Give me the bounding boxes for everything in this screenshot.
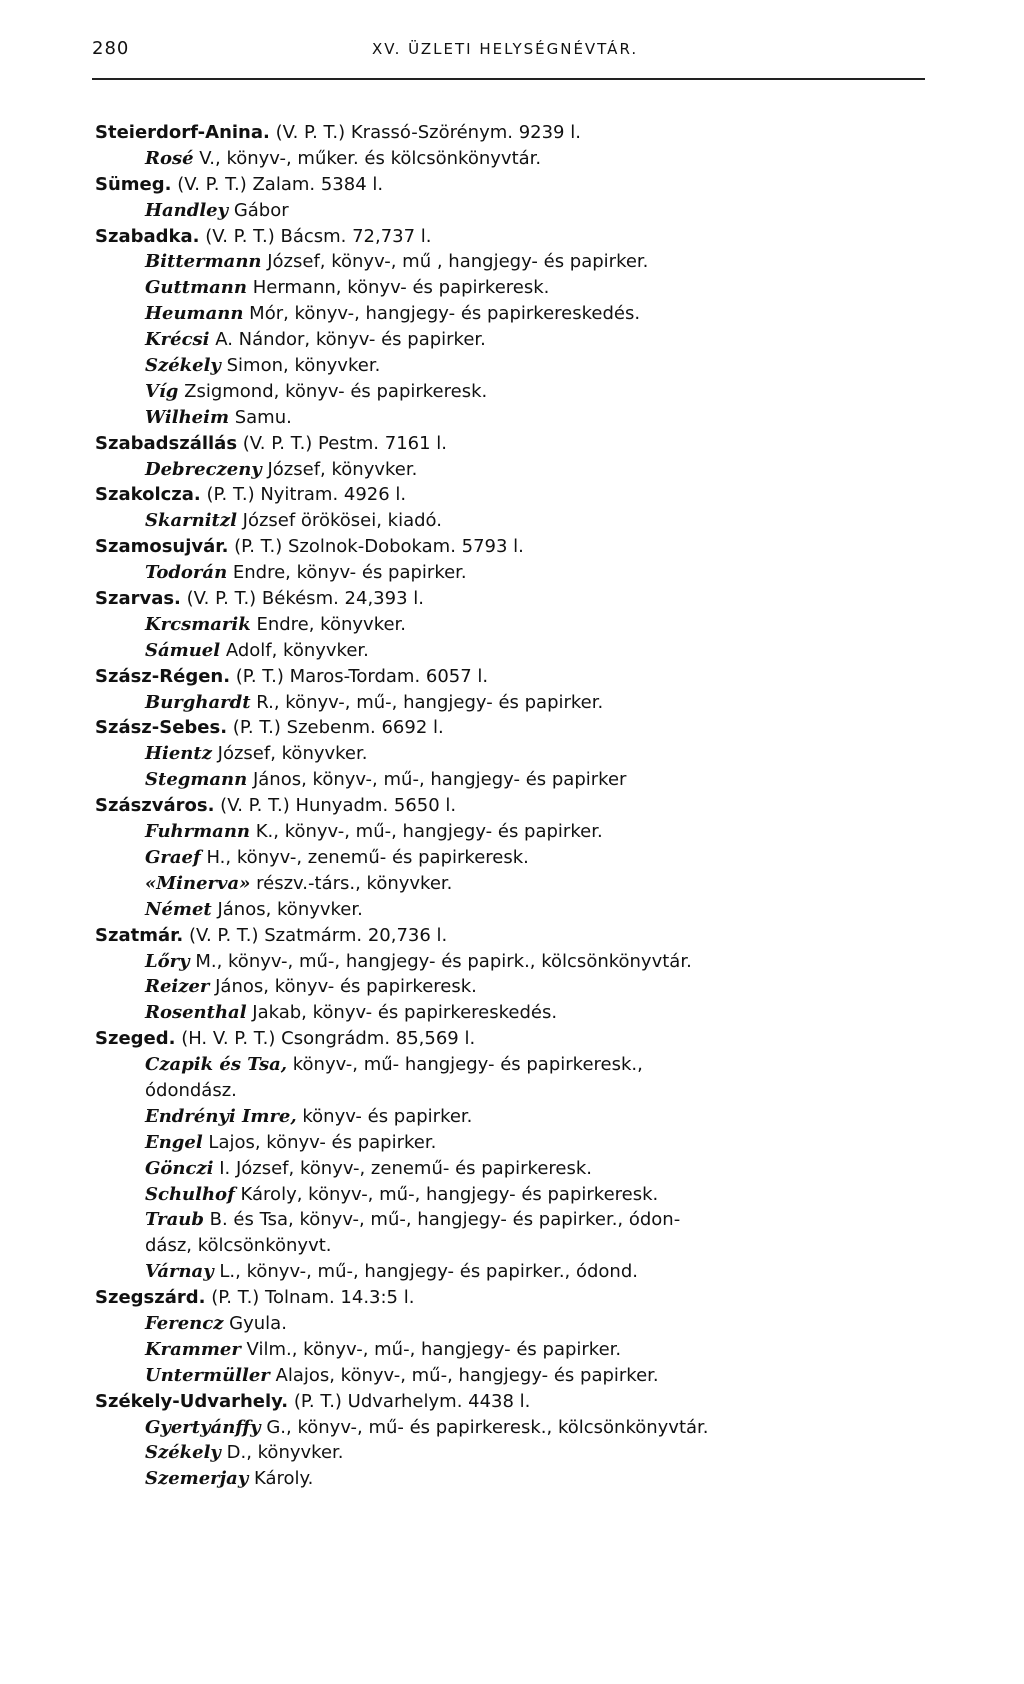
entry-details: (V. P. T.) Krassó-Szörénym. 9239 l. — [269, 122, 581, 143]
business-entry — [95, 1337, 955, 1363]
place-name: Sümeg. — [95, 173, 172, 195]
continuation-line — [95, 1078, 955, 1104]
business-entry — [95, 612, 955, 638]
business-entry — [95, 897, 955, 923]
business-name: Debreczeny — [145, 458, 262, 480]
entry-details: könyv- és papirker. — [296, 1105, 473, 1127]
place-entry — [95, 534, 955, 560]
business-entry — [95, 198, 955, 224]
header-rule — [92, 78, 925, 80]
business-name: Engel — [145, 1131, 203, 1153]
business-entry — [95, 508, 955, 534]
business-entry — [95, 1182, 955, 1208]
business-name: Várnay — [145, 1261, 214, 1283]
entry-details: H., könyv-, zenemű- és papirkeresk. — [200, 846, 529, 868]
business-name: Skarnitzl — [145, 510, 237, 532]
place-entry — [95, 120, 955, 146]
business-name: Endrényi Imre, — [145, 1105, 297, 1127]
business-entry — [95, 1466, 955, 1492]
continuation-line — [95, 1233, 955, 1259]
business-entry — [95, 1440, 955, 1466]
business-entry — [95, 560, 955, 586]
entry-details: Samu. — [229, 406, 292, 428]
business-name: Krcsmarik — [145, 613, 251, 635]
business-name: Székely — [145, 1442, 221, 1464]
business-entry — [95, 741, 955, 767]
entry-details: (V. P. T.) Szatmárm. 20,736 l. — [183, 924, 448, 946]
business-entry — [95, 767, 955, 793]
place-name: Steierdorf-Anina. — [95, 122, 270, 143]
entry-details: Alajos, könyv-, mű-, hangjegy- és papirker. — [269, 1364, 659, 1386]
entry-details: I. József, könyv-, zenemű- és papirkeresk. — [213, 1157, 593, 1179]
business-name: Szemerjay — [145, 1468, 249, 1490]
business-name: Guttmann — [145, 277, 247, 299]
entry-details: L., könyv-, mű-, hangjegy- és papirker., ódond. — [213, 1261, 638, 1283]
business-name: Stegmann — [145, 769, 248, 791]
business-name: Krécsi — [145, 329, 210, 351]
entry-details: Gyula. — [223, 1312, 287, 1334]
entry-details: Károly, könyv-, mű-, hangjegy- és papirkeresk. — [234, 1183, 659, 1205]
place-entry — [95, 664, 955, 690]
entry-details: János, könyv-, mű-, hangjegy- és papirker — [247, 769, 627, 791]
entry-details: részv.-társ., könyvker. — [250, 872, 453, 894]
business-name: Todorán — [145, 562, 228, 584]
directory-entries — [95, 120, 955, 1492]
business-name: Krammer — [145, 1338, 241, 1360]
business-entry — [95, 353, 955, 379]
entry-details: dász, kölcsönkönyvt. — [145, 1235, 332, 1257]
place-name: Szarvas. — [95, 588, 181, 610]
business-entry — [95, 146, 955, 172]
entry-details: ódondász. — [145, 1079, 237, 1101]
entry-details: Simon, könyvker. — [220, 355, 381, 377]
business-entry — [95, 327, 955, 353]
place-name: Székely-Udvarhely. — [95, 1390, 289, 1412]
entry-details: József örökösei, kiadó. — [236, 510, 442, 532]
business-entry — [95, 1104, 955, 1130]
entry-details: (V. P. T.) Békésm. 24,393 l. — [180, 588, 424, 610]
entry-details: József, könyv-, mű , hangjegy- és papirker. — [261, 251, 649, 273]
entry-details: Jakab, könyv- és papirkereskedés. — [246, 1002, 558, 1024]
entry-details: (P. T.) Szolnok-Dobokam. 5793 l. — [228, 536, 524, 558]
entry-details: József, könyvker. — [211, 743, 368, 765]
business-name: Székely — [145, 355, 221, 377]
place-entry — [95, 1389, 955, 1415]
business-entry — [95, 1259, 955, 1285]
business-entry — [95, 949, 955, 975]
business-name: «Minerva» — [145, 872, 251, 894]
business-entry — [95, 275, 955, 301]
business-name: Német — [145, 898, 212, 920]
page-number: 280 — [92, 38, 130, 59]
entry-details: (V. P. T.) Pestm. 7161 l. — [237, 432, 447, 454]
place-name: Szász-Sebes. — [95, 717, 228, 739]
entry-details: M., könyv-, mű-, hangjegy- és papirk., kölcsönkönyvtár. — [189, 950, 692, 972]
entry-details: G., könyv-, mű- és papirkeresk., kölcsönkönyvtár. — [260, 1416, 709, 1438]
entry-details: József, könyvker. — [261, 458, 418, 480]
entry-details: D., könyvker. — [220, 1442, 344, 1464]
entry-details: B. és Tsa, könyv-, mű-, hangjegy- és papirker., ódon- — [203, 1209, 681, 1231]
place-name: Szatmár. — [95, 924, 184, 946]
business-entry — [95, 974, 955, 1000]
business-entry — [95, 819, 955, 845]
business-name: Schulhof — [145, 1183, 235, 1205]
place-name: Szabadszállás — [95, 432, 238, 454]
place-entry — [95, 1026, 955, 1052]
place-entry — [95, 482, 955, 508]
entry-details: Vilm., könyv-, mű-, hangjegy- és papirker. — [240, 1338, 622, 1360]
entry-details: (P. T.) Maros-Tordam. 6057 l. — [230, 665, 489, 687]
business-entry — [95, 845, 955, 871]
place-entry — [95, 715, 955, 741]
entry-details: Zsigmond, könyv- és papirkeresk. — [178, 380, 488, 402]
entry-details: Endre, könyvker. — [250, 613, 407, 635]
entry-details: Gábor — [228, 199, 289, 221]
business-entry — [95, 405, 955, 431]
running-title: XV. ÜZLETI HELYSÉGNÉVTÁR. — [372, 40, 639, 58]
business-name: Gyertyánffy — [145, 1416, 261, 1438]
business-name: Graef — [145, 846, 201, 868]
business-entry — [95, 1311, 955, 1337]
entry-details: Lajos, könyv- és papirker. — [202, 1131, 437, 1153]
business-name: Wilheim — [145, 406, 229, 428]
entry-details: Hermann, könyv- és papirkeresk. — [246, 277, 550, 299]
business-name: Czapik és Tsa, — [145, 1054, 288, 1076]
entry-details: Károly. — [248, 1468, 314, 1490]
business-entry — [95, 871, 955, 897]
entry-details: (P. T.) Udvarhelym. 4438 l. — [288, 1390, 531, 1412]
business-entry — [95, 301, 955, 327]
entry-details: (V. P. T.) Zalam. 5384 l. — [171, 173, 384, 195]
entry-details: K., könyv-, mű-, hangjegy- és papirker. — [250, 821, 603, 843]
place-name: Szászváros. — [95, 795, 215, 817]
business-entry — [95, 1052, 955, 1078]
entry-details: könyv-, mű- hangjegy- és papirkeresk., — [287, 1054, 643, 1076]
business-name: Ferencz — [145, 1312, 224, 1334]
business-name: Hientz — [145, 743, 212, 765]
place-entry — [95, 793, 955, 819]
business-entry — [95, 1415, 955, 1441]
entry-details: Adolf, könyvker. — [220, 639, 369, 661]
entry-details: János, könyvker. — [211, 898, 363, 920]
business-name: Reizer — [145, 976, 210, 998]
place-name: Szegszárd. — [95, 1287, 206, 1309]
business-entry — [95, 1363, 955, 1389]
business-entry — [95, 1207, 955, 1233]
business-name: Fuhrmann — [145, 821, 251, 843]
place-name: Szakolcza. — [95, 484, 201, 506]
entry-details: R., könyv-, mű-, hangjegy- és papirker. — [250, 691, 604, 713]
entry-details: (P. T.) Tolnam. 14.3:5 l. — [205, 1287, 415, 1309]
entry-details: V., könyv-, műker. és kölcsönkönyvtár. — [193, 147, 542, 169]
place-name: Szász-Régen. — [95, 665, 231, 687]
entry-details: (V. P. T.) Hunyadm. 5650 l. — [214, 795, 457, 817]
place-name: Szeged. — [95, 1028, 176, 1050]
place-entry — [95, 431, 955, 457]
business-name: Rosenthal — [145, 1002, 247, 1024]
business-name: Rosé — [145, 147, 194, 169]
business-entry — [95, 638, 955, 664]
business-name: Burghardt — [145, 691, 251, 713]
place-entry — [95, 923, 955, 949]
entry-details: (H. V. P. T.) Csongrádm. 85,569 l. — [175, 1028, 476, 1050]
business-name: Heumann — [145, 303, 244, 325]
entry-details: (P. T.) Szebenm. 6692 l. — [227, 717, 444, 739]
place-entry — [95, 224, 955, 250]
business-entry — [95, 457, 955, 483]
business-name: Lőry — [145, 950, 190, 972]
business-entry — [95, 1156, 955, 1182]
entry-details: A. Nándor, könyv- és papirker. — [209, 329, 486, 351]
business-entry — [95, 1000, 955, 1026]
business-entry — [95, 379, 955, 405]
entry-details: Mór, könyv-, hangjegy- és papirkereskedés. — [243, 303, 641, 325]
entry-details: Endre, könyv- és papirker. — [227, 562, 467, 584]
entry-details: (V. P. T.) Bácsm. 72,737 l. — [199, 225, 432, 247]
business-name: Gönczi — [145, 1157, 214, 1179]
business-name: Traub — [145, 1209, 204, 1231]
business-name: Untermüller — [145, 1364, 270, 1386]
place-entry — [95, 586, 955, 612]
entry-details: (P. T.) Nyitram. 4926 l. — [200, 484, 407, 506]
place-entry — [95, 1285, 955, 1311]
page-header — [92, 38, 932, 68]
business-name: Víg — [145, 380, 179, 402]
place-entry — [95, 172, 955, 198]
place-name: Szabadka. — [95, 225, 200, 247]
business-name: Handley — [145, 199, 229, 221]
business-entry — [95, 690, 955, 716]
business-entry — [95, 1130, 955, 1156]
business-name: Bittermann — [145, 251, 262, 273]
place-name: Szamosujvár. — [95, 536, 229, 558]
business-entry — [95, 249, 955, 275]
entry-details: János, könyv- és papirkeresk. — [209, 976, 477, 998]
business-name: Sámuel — [145, 639, 221, 661]
